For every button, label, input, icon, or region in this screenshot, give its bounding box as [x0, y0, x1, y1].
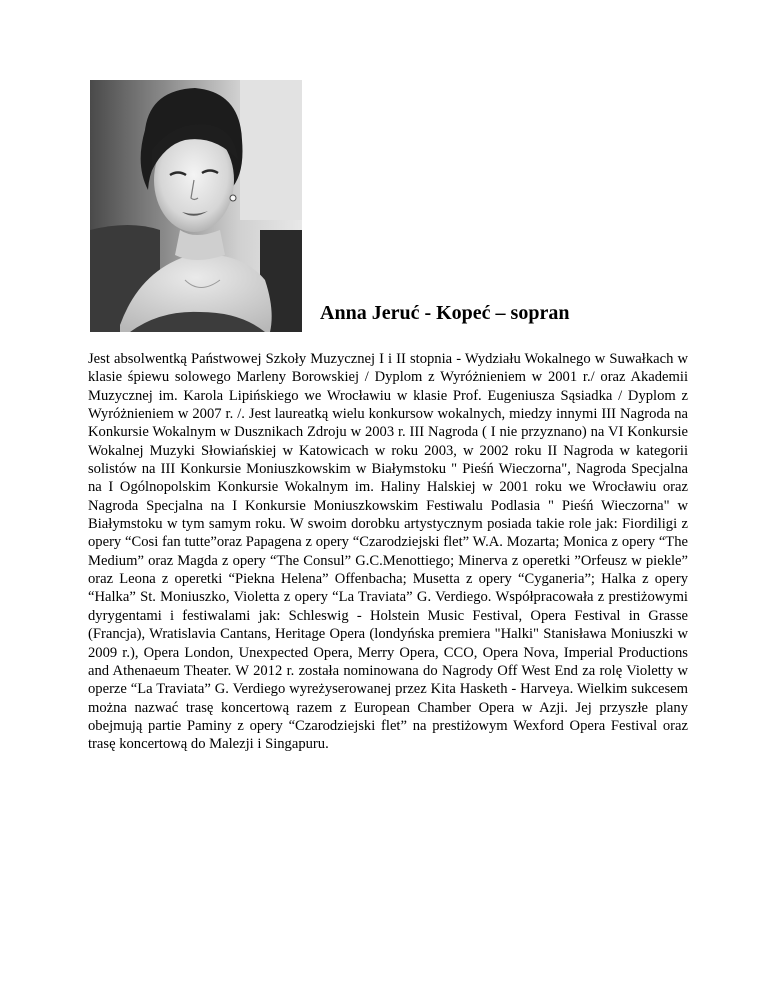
page-title: Anna Jeruć - Kopeć – sopran — [320, 302, 570, 324]
biography-text: Jest absolwentką Państwowej Szkoły Muzycznej I i II stopnia - Wydziału Wokalnego w Suwałkach w klasie śpiewu solowego Marleny Borowskiej / Dyplom z Wyróżnieniem w 2001 r./ oraz Akademii Muzycznej im. Karola Lipińskiego we Wrocławiu w klasie Prof. Eugeniusza Sąsiadka / Dyplom z Wyróżnieniem w 2007 r. /. Jest laureatką wielu konkursow wokalnych, miedzy innymi III Nagroda na Konkursie Wokalnym w Dusznikach Zdroju w 2003 r. III Nagroda ( I nie przyznano) na VI Konkursie Wokalnej Muzyki Słowiańskiej w Katowicach w roku 2003, w 2002 roku II Nagroda w kategorii solistów na III Konkursie Moniuszkowskim w Białymstoku " Pieśń Wieczorna", Nagroda Specjalna na I Ogólnopolskim Konkursie Wokalnym im. Haliny Halskiej w 2001 roku we Wrocławiu oraz Nagroda Specjalna na I Konkursie Moniuszkowskim Festiwalu Podlasia " Pieśń Wieczorna" w Białymstoku w tym samym roku. W swoim dorobku artystycznym posiada takie role jak: Fiordiligi z opery “Cosi fan tutte”oraz Papagena z opery “Czarodziejski flet” W.A. Mozarta; Monica z opery “The Medium” oraz Magda z opery “The Consul” G.C.Menottiego; Minerva z operetki ”Orfeusz w piekle” oraz Leona z operetki “Piekna Helena” Offenbacha; Musetta z opery “Cyganeria”; Halka z opery “Halka” St. Moniuszko, Violetta z opery “La Traviata” G. Verdiego. Współpracowała z prestiżowymi dyrygentami i festiwalami jak: Schleswig - Holstein Music Festival, Opera Festival in Grasse (Francja), Wratislavia Cantans, Heritage Opera (londyńska premiera "Halki" Stanisława Moniuszki w 2009 r.), Opera London, Unexpected Opera, Merry Opera, CCO, Opera Nova, Imperial Productions and Athenaeum Theater. W 2012 r. została nominowana do Nagrody Off West End za rolę Violetty w operze “La Traviata” G. Verdiego wyreżyserowanej przez Kita Hasketh - Harveya. Wielkim sukcesem można nazwać trasę koncertową razem z European Chamber Opera w Azji. Jej przyszłe plany obejmują partie Paminy z opery “Czarodziejski flet” na prestiżowym Wexford Opera Festival oraz trasę koncertową do Malezji i Singapuru. — [88, 351, 688, 753]
portrait-image — [90, 80, 302, 332]
portrait-photo — [90, 80, 302, 332]
